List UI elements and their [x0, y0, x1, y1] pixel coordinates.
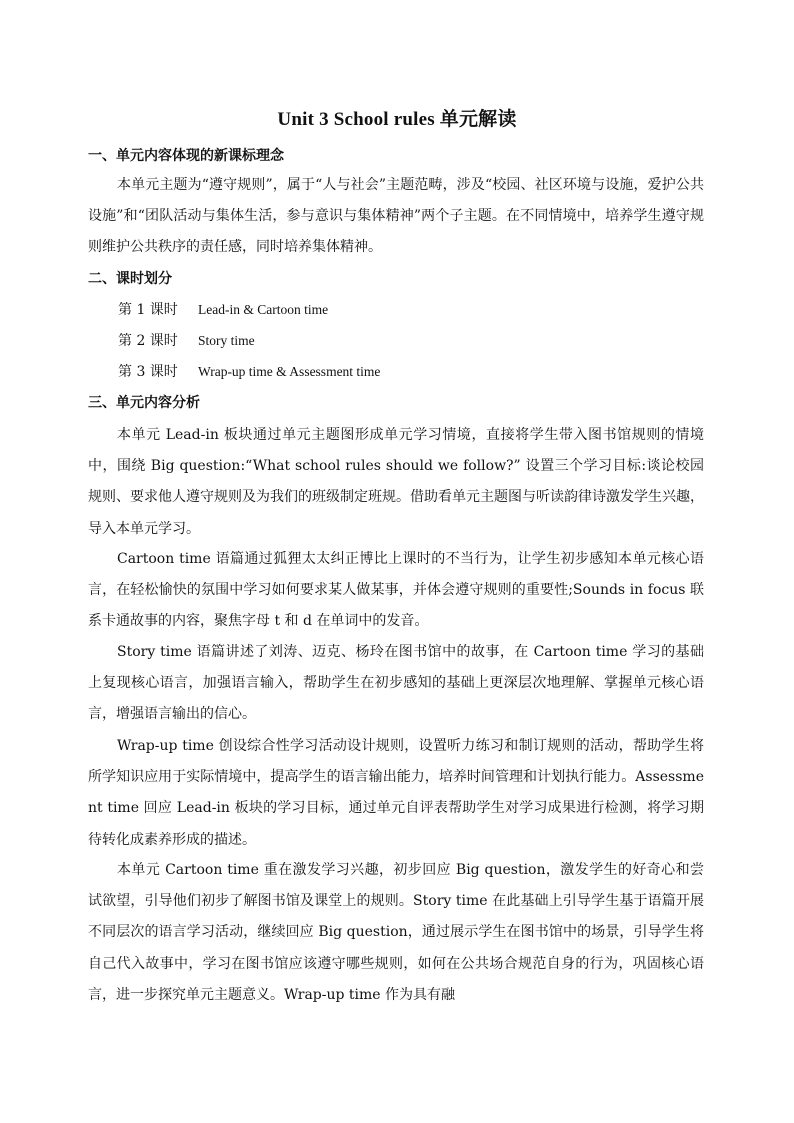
lesson-label: 第 2 课时: [118, 333, 178, 349]
section-3-paragraph-1: 本单元 Lead-in 板块通过单元主题图形成单元学习情境，直接将学生带入图书馆规则的情境中，围绕 Big question:“What school rules should we follow?” 设置三个学习目标:谈论校园规则、要求他人遵守规则及为我们的班级制定班规。借助看单元主题图与听读韵律诗激发学生兴趣，导入本单元学习。: [88, 427, 704, 537]
section-3-paragraph-4: Wrap-up time 创设综合性学习活动设计规则，设置听力练习和制订规则的活动，帮助学生将所学知识应用于实际情境中，提高学生的语言输出能力，培养时间管理和计划执行能力。Assessment time 回应 Lead-in 板块的学习目标，通过单元自评表帮助学生对学习成果进行检测，将学习期待转化成素养形成的描述。: [88, 738, 704, 848]
section-heading-2: 二、课时划分: [88, 271, 172, 287]
section-3-paragraph-2: Cartoon time 语篇通过狐狸太太纠正博比上课时的不当行为，让学生初步感知本单元核心语言，在轻松愉快的氛围中学习如何要求某人做某事，并体会遵守规则的重要性;Sounds in focus 联系卡通故事的内容，聚焦字母 t 和 d 在单词中的发音。: [88, 551, 704, 630]
section-heading-3: 三、单元内容分析: [88, 395, 200, 411]
section-heading-1: 一、单元内容体现的新课标理念: [88, 148, 284, 164]
lesson-label: 第 1 课时: [118, 302, 178, 318]
section-3-paragraph-5: 本单元 Cartoon time 重在激发学习兴趣，初步回应 Big question，激发学生的好奇心和尝试欲望，引导他们初步了解图书馆及课堂上的规则。Story time 在此基础上引导学生基于语篇开展不同层次的语言学习活动，继续回应 Big question，通过展示学生在图书馆中的场景，引导学生将自己代入故事中，学习在图书馆应该遵守哪些规则，如何在公共场合规范自身的行为，巩固核心语言，进一步探究单元主题意义。Wrap-up time 作为具有融: [88, 862, 704, 1003]
lesson-name: Story time: [198, 333, 255, 348]
section-1-paragraph: 本单元主题为“遵守规则”，属于“人与社会”主题范畴，涉及“校园、社区环境与设施，爱护公共设施”和“团队活动与集体生活，参与意识与集体精神”两个子主题。在不同情境中，培养学生遵守规则维护公共秩序的责任感，同时培养集体精神。: [88, 177, 704, 256]
section-3-paragraph-3: Story time 语篇讲述了刘涛、迈克、杨玲在图书馆中的故事，在 Cartoon time 学习的基础上复现核心语言，加强语言输入，帮助学生在初步感知的基础上更深层次地理解、掌握单元核心语言，增强语言输出的信心。: [88, 644, 704, 723]
lesson-name: Lead-in & Cartoon time: [198, 302, 329, 317]
lesson-item-3: [118, 362, 380, 382]
lesson-item-1: [118, 300, 328, 320]
lesson-label: 第 3 课时: [118, 364, 178, 380]
document-title: Unit 3 School rules 单元解读: [277, 109, 517, 130]
lesson-item-2: [118, 331, 255, 351]
lesson-name: Wrap-up time & Assessment time: [198, 364, 381, 379]
